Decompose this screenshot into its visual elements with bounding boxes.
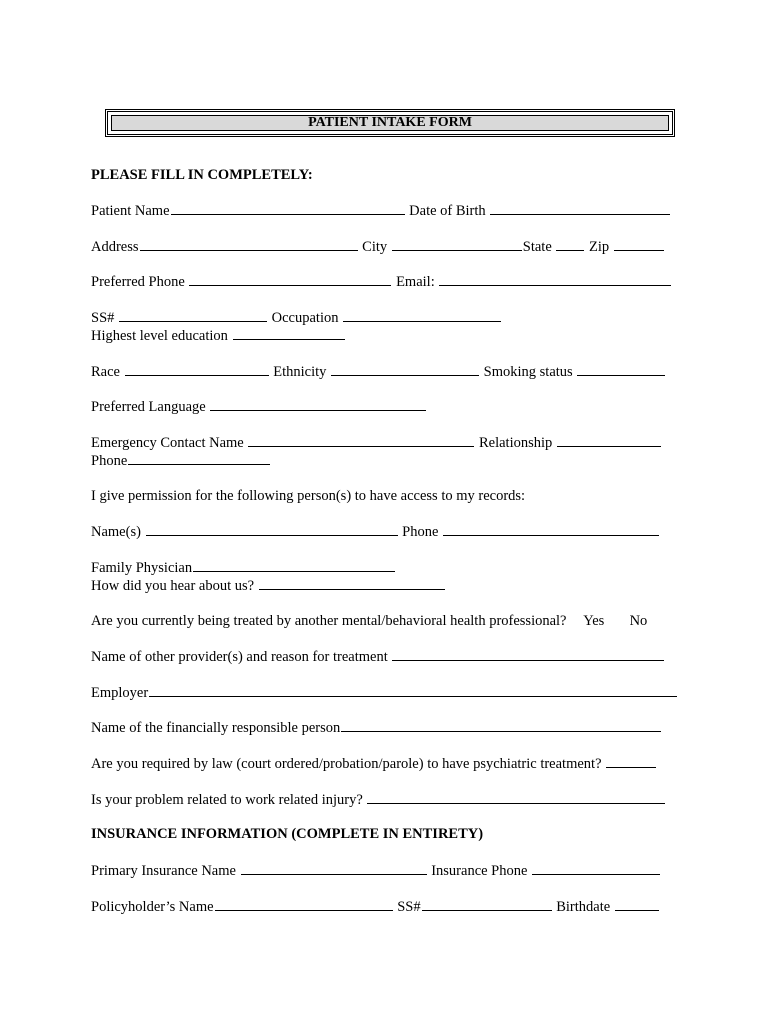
emergency-contact-field[interactable]	[248, 433, 474, 447]
employer-field[interactable]	[149, 683, 677, 697]
race-label: Race	[91, 364, 120, 380]
insurance-heading: INSURANCE INFORMATION (COMPLETE IN ENTIRETY)	[91, 826, 484, 842]
email-field[interactable]	[439, 272, 671, 286]
row-court-ordered	[91, 754, 657, 773]
ethnicity-field[interactable]	[331, 362, 479, 376]
primary-insurance-field[interactable]	[241, 861, 427, 875]
state-field[interactable]	[556, 237, 584, 251]
row-policyholder	[91, 897, 660, 916]
ss-label: SS#	[91, 310, 115, 326]
hear-about-field[interactable]	[259, 576, 445, 590]
row-emergency-phone	[91, 451, 271, 470]
yes-option[interactable]: Yes	[583, 613, 605, 629]
row-language	[91, 397, 427, 416]
birthdate-label: Birthdate	[556, 899, 611, 915]
occupation-field[interactable]	[343, 308, 501, 322]
names-phone-label: Phone	[402, 524, 439, 540]
financially-responsible-field[interactable]	[341, 718, 661, 732]
address-field[interactable]	[140, 237, 358, 251]
row-emergency-contact	[91, 433, 662, 452]
smoking-status-field[interactable]	[577, 362, 665, 376]
row-treated-question	[91, 612, 647, 630]
names-field[interactable]	[146, 522, 398, 536]
court-ordered-label: Are you required by law (court ordered/probation/parole) to have psychiatric treatment?	[91, 756, 602, 772]
row-financially-responsible	[91, 718, 662, 737]
state-label: State	[522, 239, 552, 255]
names-phone-field[interactable]	[443, 522, 659, 536]
form-title-box	[105, 109, 675, 137]
no-option[interactable]: No	[629, 613, 648, 629]
emergency-phone-field[interactable]	[128, 451, 270, 465]
city-field[interactable]	[392, 237, 522, 251]
row-ss-occupation	[91, 308, 502, 327]
hear-about-label: How did you hear about us?	[91, 578, 255, 594]
insurance-phone-field[interactable]	[532, 861, 660, 875]
emergency-contact-label: Emergency Contact Name	[91, 435, 244, 451]
preferred-language-field[interactable]	[210, 397, 426, 411]
policy-ss-label: SS#	[397, 899, 421, 915]
ss-field[interactable]	[119, 308, 267, 322]
court-ordered-field[interactable]	[606, 754, 656, 768]
education-field[interactable]	[233, 326, 345, 340]
relationship-label: Relationship	[478, 435, 553, 451]
other-providers-field[interactable]	[392, 647, 664, 661]
zip-label: Zip	[589, 239, 610, 255]
occupation-label: Occupation	[271, 310, 339, 326]
row-phone-email	[91, 272, 672, 291]
employer-label: Employer	[91, 685, 149, 701]
row-names	[91, 522, 660, 541]
address-label: Address	[91, 239, 139, 255]
policyholder-name-label: Policyholder’s Name	[91, 899, 214, 915]
city-label: City	[362, 239, 388, 255]
policy-ss-field[interactable]	[422, 897, 552, 911]
ethnicity-label: Ethnicity	[273, 364, 327, 380]
family-physician-field[interactable]	[193, 558, 395, 572]
treated-question-label: Are you currently being treated by another mental/behavioral health professional?	[91, 613, 567, 629]
row-race	[91, 362, 666, 381]
relationship-field[interactable]	[557, 433, 661, 447]
zip-field[interactable]	[614, 237, 664, 251]
race-field[interactable]	[125, 362, 269, 376]
row-education	[91, 326, 346, 345]
insurance-phone-label: Insurance Phone	[431, 863, 528, 879]
form-title: PATIENT INTAKE FORM	[111, 115, 669, 131]
dob-label: Date of Birth	[409, 203, 486, 219]
preferred-language-label: Preferred Language	[91, 399, 206, 415]
dob-field[interactable]	[490, 201, 670, 215]
row-address	[91, 237, 665, 256]
other-providers-label: Name of other provider(s) and reason for treatment	[91, 649, 388, 665]
permission-text: I give permission for the following person(s) to have access to my records:	[91, 488, 526, 504]
email-label: Email:	[396, 274, 435, 290]
patient-name-field[interactable]	[171, 201, 405, 215]
emergency-phone-label: Phone	[91, 453, 128, 469]
primary-insurance-label: Primary Insurance Name	[91, 863, 236, 879]
names-label: Name(s)	[91, 524, 141, 540]
preferred-phone-field[interactable]	[189, 272, 391, 286]
birthdate-field[interactable]	[615, 897, 659, 911]
fill-instruction: PLEASE FILL IN COMPLETELY:	[91, 167, 313, 183]
row-family-physician	[91, 558, 396, 577]
work-injury-label: Is your problem related to work related injury?	[91, 792, 363, 808]
row-patient-name	[91, 201, 671, 220]
smoking-status-label: Smoking status	[483, 364, 573, 380]
row-hear-about	[91, 576, 446, 595]
row-employer	[91, 683, 678, 702]
family-physician-label: Family Physician	[91, 560, 193, 576]
row-other-providers	[91, 647, 665, 666]
patient-name-label: Patient Name	[91, 203, 170, 219]
education-label: Highest level education	[91, 328, 228, 344]
preferred-phone-label: Preferred Phone	[91, 274, 185, 290]
policyholder-name-field[interactable]	[215, 897, 393, 911]
financially-responsible-label: Name of the financially responsible person	[91, 720, 341, 736]
work-injury-field[interactable]	[367, 790, 665, 804]
row-primary-insurance	[91, 861, 661, 880]
row-work-injury	[91, 790, 666, 809]
